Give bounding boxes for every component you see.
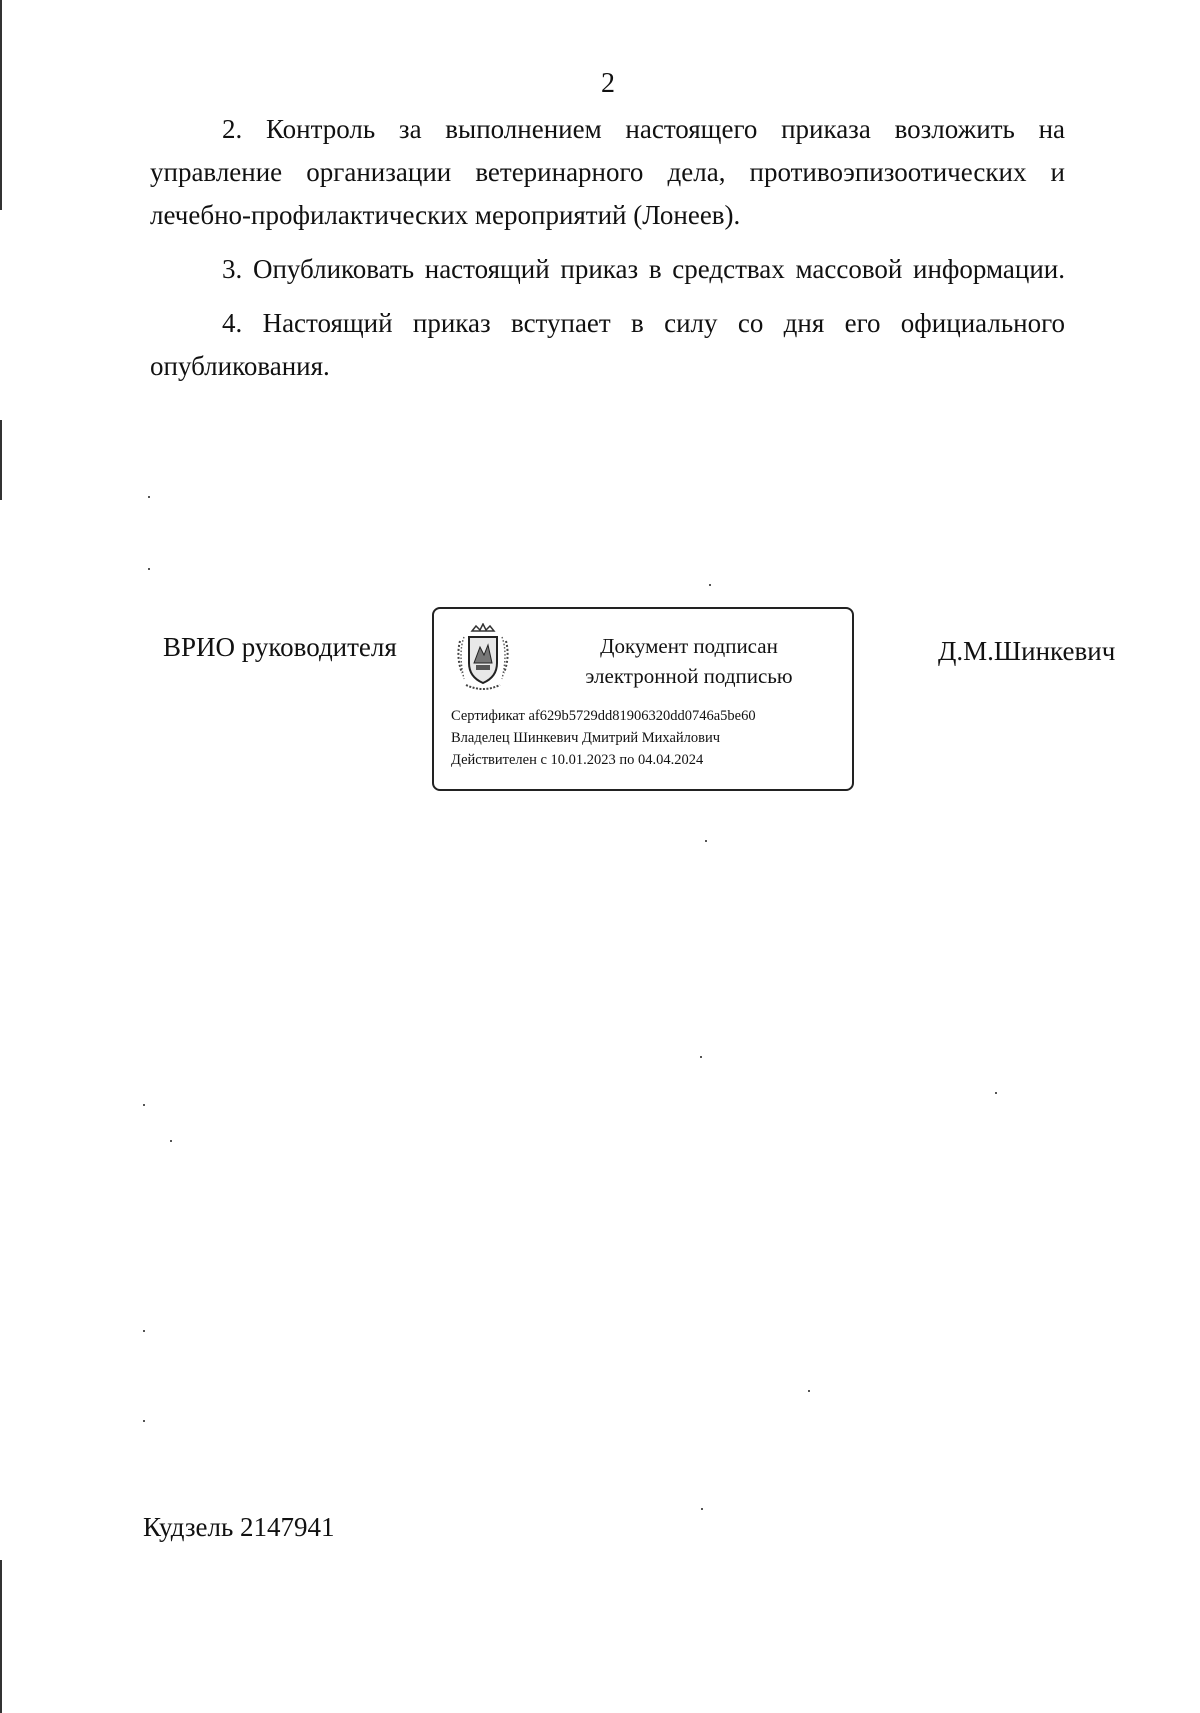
scan-speck	[143, 1420, 145, 1422]
scan-speck	[143, 1104, 145, 1106]
paragraph-item-3: 3. Опубликовать настоящий приказ в средствах массовой информации.	[222, 254, 1065, 284]
electronic-signature-stamp	[432, 607, 854, 791]
scan-speck	[808, 1390, 810, 1392]
scan-edge-mark	[0, 0, 2, 210]
scan-speck	[701, 1508, 703, 1510]
certificate-validity: Действителен с 10.01.2023 по 04.04.2024	[451, 752, 704, 768]
scan-speck	[709, 584, 711, 586]
scan-speck	[148, 496, 150, 498]
stamp-details	[451, 705, 851, 771]
scan-speck	[143, 1330, 145, 1332]
stamp-title-line: электронной подписью	[585, 664, 793, 688]
paragraph-item-2: 2. Контроль за выполнением настоящего приказа возложить на управление организации ветеринарного дела, противоэпизоотических и лечебно-профилактических мероприятий (Лонеев).	[150, 114, 1065, 230]
coat-of-arms-icon	[454, 623, 512, 693]
paragraph-item-4: 4. Настоящий приказ вступает в силу со дня его официального опубликования.	[150, 308, 1065, 381]
stamp-title	[534, 631, 844, 691]
order-body	[150, 108, 1065, 399]
certificate-number: Сертификат af629b5729dd81906320dd0746a5be60	[451, 708, 756, 724]
scan-edge-mark	[0, 420, 2, 500]
scan-speck	[170, 1140, 172, 1142]
scan-speck	[705, 840, 707, 842]
signer-position: ВРИО руководителя	[163, 632, 397, 662]
signer-name: Д.М.Шинкевич	[938, 636, 1116, 666]
scan-speck	[995, 1092, 997, 1094]
scan-speck	[700, 1056, 702, 1058]
stamp-title-line: Документ подписан	[600, 634, 778, 658]
executor-info: Кудзель 2147941	[143, 1512, 335, 1542]
certificate-owner: Владелец Шинкевич Дмитрий Михайлович	[451, 730, 721, 746]
scan-speck	[148, 568, 150, 570]
scan-edge-mark	[0, 1560, 2, 1713]
page-number: 2	[601, 68, 615, 99]
